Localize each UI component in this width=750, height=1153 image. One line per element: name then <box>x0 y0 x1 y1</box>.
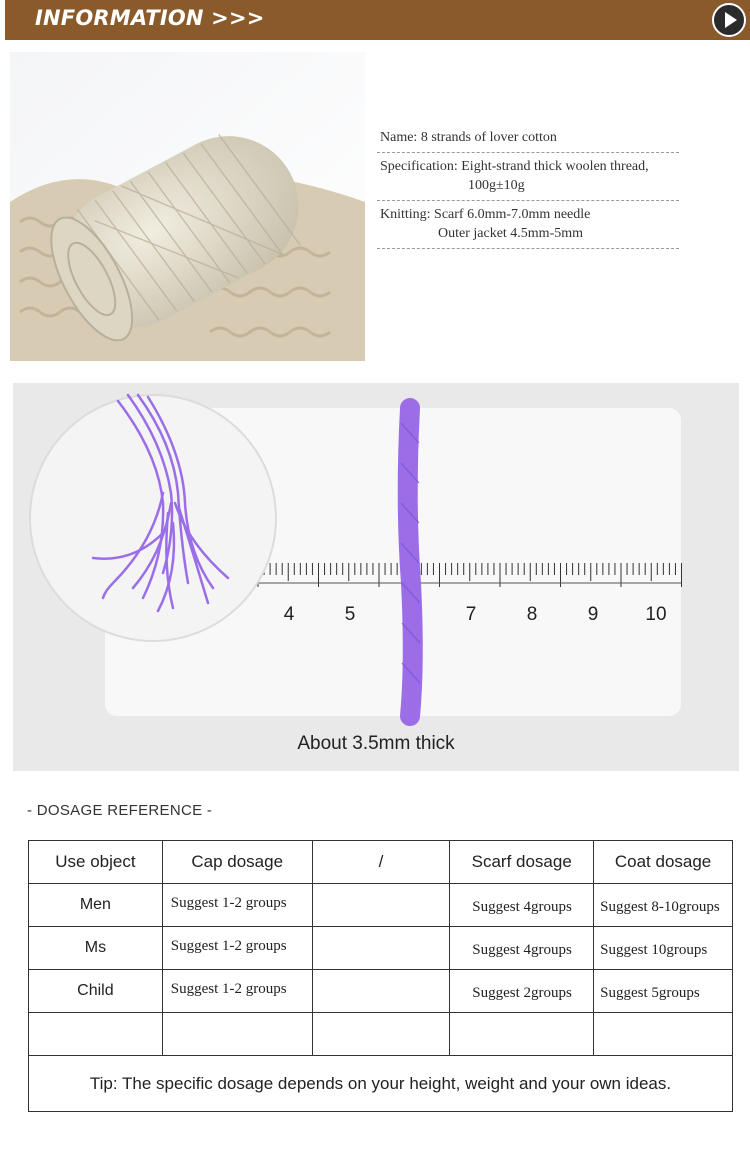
row-cap: Suggest 1-2 groups <box>162 927 312 970</box>
header-coat-dosage: Coat dosage <box>594 841 733 884</box>
yarn-product-photo <box>10 52 365 361</box>
dosage-reference-title: - DOSAGE REFERENCE - <box>27 802 213 819</box>
row-slash <box>312 927 450 970</box>
row-scarf: Suggest 2groups <box>450 970 594 1013</box>
dosage-table <box>28 840 733 1112</box>
row-slash <box>312 884 450 927</box>
row-scarf <box>450 1013 594 1056</box>
ruler-number-9: 9 <box>587 604 599 625</box>
info-name: Name: 8 strands of lover cotton <box>380 130 557 145</box>
row-object: Child <box>29 970 163 1013</box>
row-coat: Suggest 8-10groups <box>594 884 733 927</box>
row-scarf: Suggest 4groups <box>450 884 594 927</box>
row-object: Ms <box>29 927 163 970</box>
header-scarf-dosage: Scarf dosage <box>450 841 594 884</box>
information-title: INFORMATION >>> <box>35 6 265 30</box>
info-specification: Specification: Eight-strand thick woolen thread, <box>380 159 649 174</box>
row-object <box>29 1013 163 1056</box>
table-row <box>29 884 733 927</box>
info-knitting-jacket: Outer jacket 4.5mm-5mm <box>438 226 584 241</box>
table-row <box>29 927 733 970</box>
row-cap: Suggest 1-2 groups <box>162 884 312 927</box>
info-specification-weight: 100g±10g <box>468 178 525 193</box>
ruler-number-8: 8 <box>526 604 538 625</box>
information-header-bar <box>5 0 750 40</box>
row-coat: Suggest 5groups <box>594 970 733 1013</box>
product-info <box>377 124 679 249</box>
tip-text: Tip: The specific dosage depends on your height, weight and your own ideas. <box>29 1056 733 1112</box>
info-knitting-row <box>377 201 679 249</box>
ruler-number-7: 7 <box>465 604 477 625</box>
header-use-object: Use object <box>29 841 163 884</box>
info-name-row <box>377 124 679 153</box>
row-slash <box>312 1013 450 1056</box>
row-object: Men <box>29 884 163 927</box>
row-coat <box>594 1013 733 1056</box>
row-cap <box>162 1013 312 1056</box>
info-specification-row <box>377 153 679 201</box>
row-slash <box>312 970 450 1013</box>
row-scarf: Suggest 4groups <box>450 927 594 970</box>
table-row <box>29 1013 733 1056</box>
ruler-number-4: 4 <box>283 604 295 625</box>
row-coat: Suggest 10groups <box>594 927 733 970</box>
thickness-photo-panel <box>13 383 739 771</box>
ruler-illustration <box>13 383 739 771</box>
table-row <box>29 970 733 1013</box>
ruler-number-5: 5 <box>344 604 356 625</box>
thickness-caption: About 3.5mm thick <box>297 733 455 754</box>
header-cap-dosage: Cap dosage <box>162 841 312 884</box>
table-header-row <box>29 841 733 884</box>
play-circle-icon[interactable] <box>712 3 746 37</box>
ruler-number-10: 10 <box>645 604 667 625</box>
header-slash: / <box>312 841 450 884</box>
tip-row <box>29 1056 733 1112</box>
info-knitting: Knitting: Scarf 6.0mm-7.0mm needle <box>380 207 591 222</box>
row-cap: Suggest 1-2 groups <box>162 970 312 1013</box>
